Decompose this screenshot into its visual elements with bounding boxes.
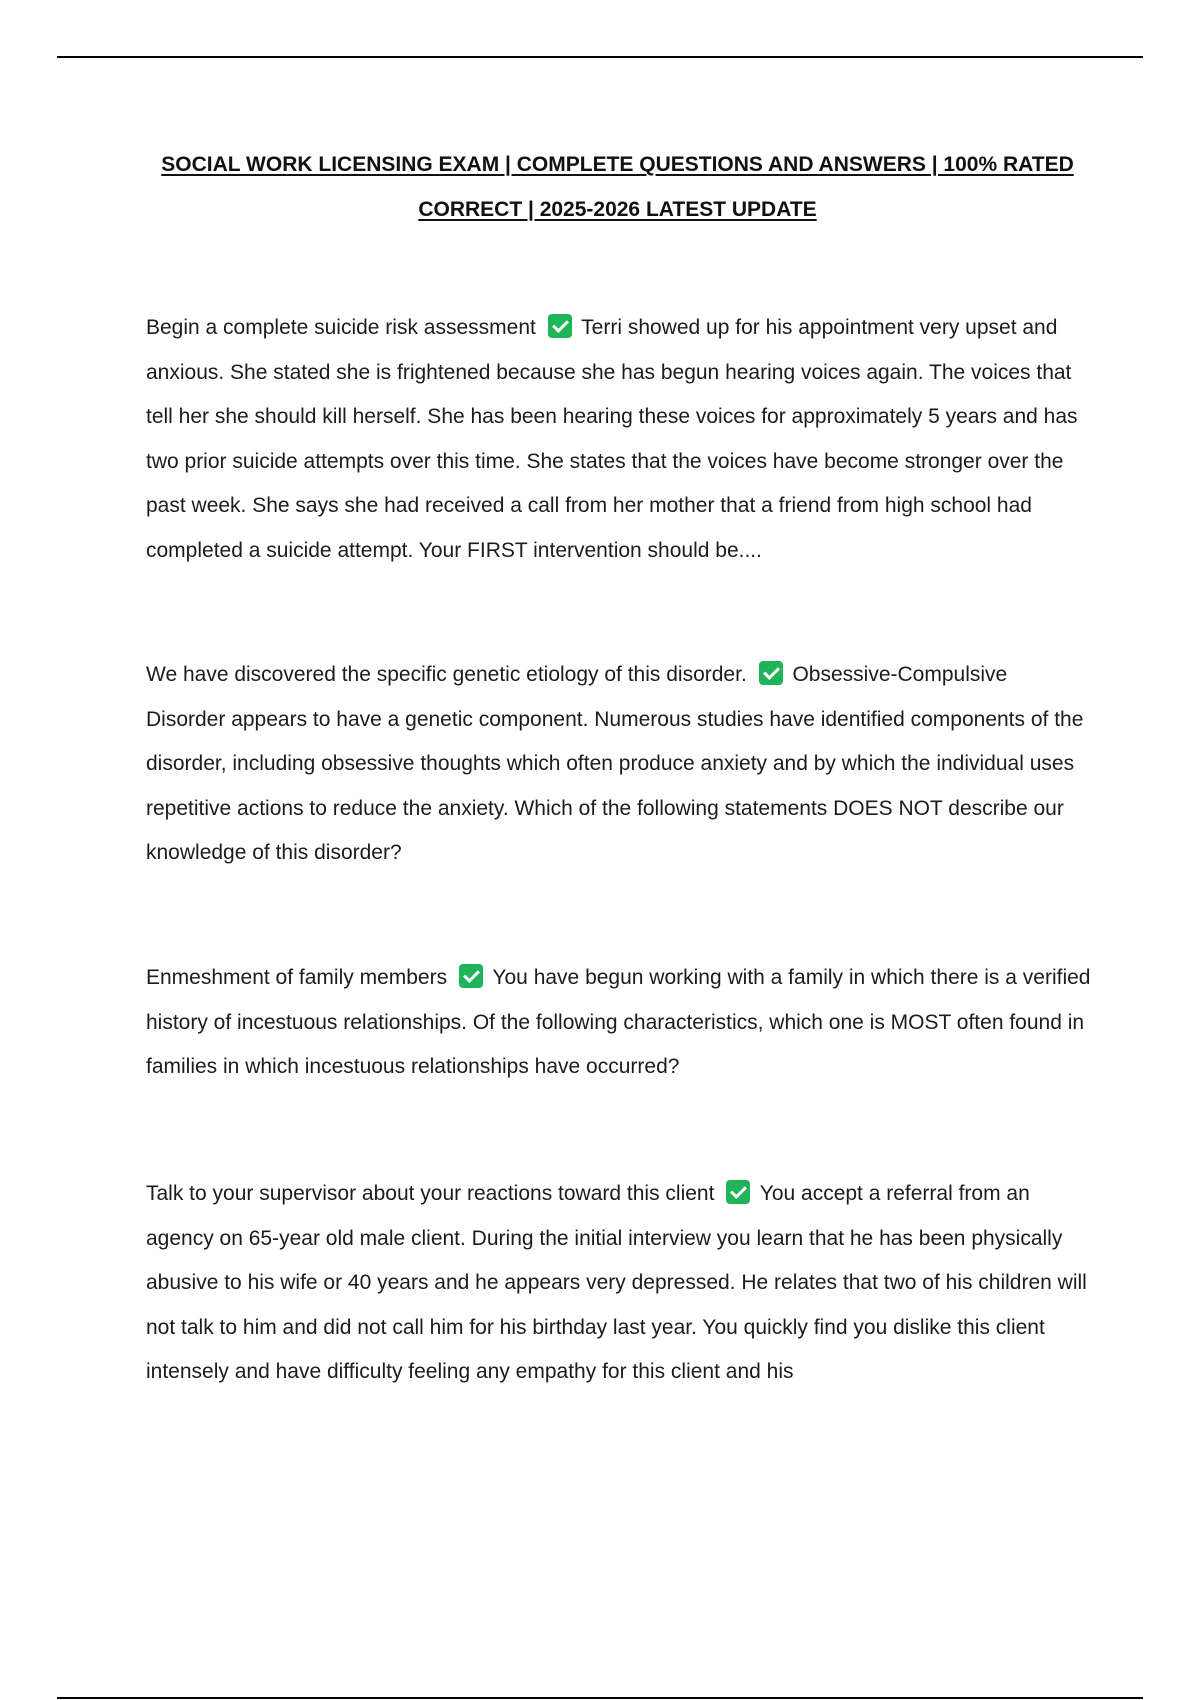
check-mark-icon [459,964,483,988]
qa-item [146,306,1092,573]
answer-text: Begin a complete suicide risk assessment [146,316,536,339]
answer-text: We have discovered the specific genetic etiology of this disorder. [146,663,747,686]
check-mark-icon [759,661,783,685]
qa-item [146,1172,1092,1395]
question-text: You accept a referral from an agency on 65-year old male client. During the initial interview you learn that he has been physically abusive to his wife or 40 years and he appears very depressed. He relates that two of his children will not talk to him and did not call him for his birthday last year. You quickly find you dislike this client intensely and have difficulty feeling any empathy for this client and his [146,1182,1087,1383]
answer-text: Enmeshment of family members [146,966,448,989]
check-mark-icon [548,314,572,338]
question-text: Obsessive-Compulsive Disorder appears to have a genetic component. Numerous studies have identified components of the disorder, including obsessive thoughts which often produce anxiety and by which the individual uses repetitive actions to reduce the anxiety. Which of the following statements DOES NOT describe our knowledge of this disorder? [146,663,1084,864]
question-text: You have begun working with a family in which there is a verified history of incestuous relationships. Of the following characteristics, which one is MOST often found in families in which incestuous relationships have occurred? [146,966,1091,1078]
bottom-divider [57,1697,1143,1699]
check-mark-icon [726,1180,750,1204]
document-title: SOCIAL WORK LICENSING EXAM | COMPLETE QUESTIONS AND ANSWERS | 100% RATED CORRECT | 2025-2026 LATEST UPDATE [161,153,1074,221]
qa-item [146,956,1092,1090]
top-divider [57,56,1143,58]
answer-text: Talk to your supervisor about your reactions toward this client [146,1182,715,1205]
qa-item [146,653,1092,876]
question-text: Terri showed up for his appointment very upset and anxious. She stated she is frightened because she has begun hearing voices again. The voices that tell her she should kill herself. She has been hearing these voices for approximately 5 years and has two prior suicide attempts over this time. She states that the voices have become stronger over the past week. She says she had received a call from her mother that a friend from high school had completed a suicide attempt. Your FIRST intervention should be.... [146,316,1078,562]
